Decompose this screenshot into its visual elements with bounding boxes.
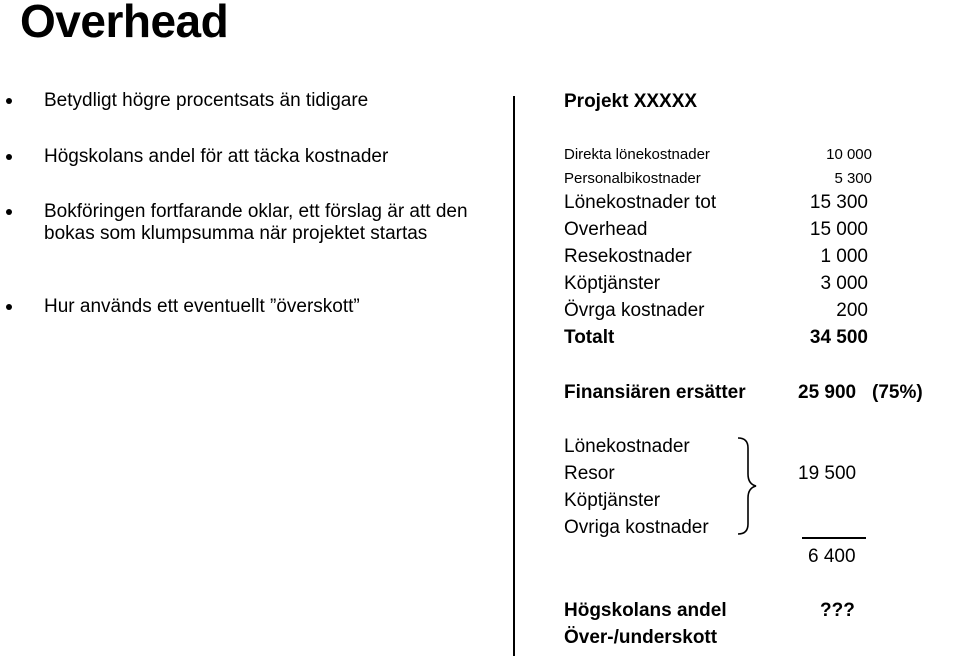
- bullet-text: Betydligt högre procentsats än tidigare: [44, 90, 369, 111]
- total-value: 34 500: [809, 327, 868, 348]
- bullet-dot-icon: [6, 98, 12, 104]
- financier-value: 25 900: [798, 382, 857, 403]
- slide-title: Overhead: [20, 0, 229, 47]
- cost-value: 3 000: [820, 273, 868, 294]
- cost-label: Lönekostnader tot: [564, 192, 717, 213]
- breakdown-item: Ovriga kostnader: [564, 517, 709, 538]
- university-share-value: ???: [820, 600, 855, 621]
- cost-label: Direkta lönekostnader: [564, 146, 710, 163]
- breakdown-item: Köptjänster: [564, 490, 661, 511]
- bullet-dot-icon: [6, 304, 12, 310]
- surplus-label: Över-/underskott: [564, 627, 718, 648]
- cost-value: 5 300: [834, 170, 872, 187]
- sum-underline: [802, 537, 866, 539]
- vertical-divider: [513, 96, 515, 656]
- curly-brace-icon: [736, 436, 760, 536]
- bullet-dot-icon: [6, 154, 12, 160]
- bullet-text: Högskolans andel för att täcka kostnader: [44, 146, 389, 167]
- financier-percent: (75%): [872, 382, 923, 403]
- bullet-text: Bokföringen fortfarande oklar, ett förslag är att den bokas som klumpsumma när projektet startas: [44, 201, 468, 244]
- bullet-text: Hur används ett eventuellt ”överskott”: [44, 296, 360, 317]
- cost-value: 15 300: [809, 192, 868, 213]
- cost-label: Övrga kostnader: [564, 300, 705, 321]
- cost-row: [564, 146, 872, 164]
- cost-row: [564, 170, 872, 188]
- breakdown-sum: 19 500: [798, 463, 857, 484]
- breakdown-remainder: 6 400: [808, 546, 856, 567]
- cost-row: [564, 246, 868, 270]
- cost-label: Köptjänster: [564, 273, 661, 294]
- total-label: Totalt: [564, 327, 615, 348]
- financier-label: Finansiären ersätter: [564, 382, 746, 403]
- cost-label: Resekostnader: [564, 246, 692, 267]
- cost-label: Personalbikostnader: [564, 170, 701, 187]
- cost-row: [564, 300, 868, 324]
- cost-label: Overhead: [564, 219, 648, 240]
- cost-value: 10 000: [826, 146, 872, 163]
- cost-value: 15 000: [809, 219, 868, 240]
- breakdown-item: Lönekostnader: [564, 436, 690, 457]
- cost-row: [564, 192, 868, 216]
- cost-row: [564, 219, 868, 243]
- project-title: Projekt XXXXX: [564, 91, 698, 112]
- cost-value: 1 000: [820, 246, 868, 267]
- bullet-dot-icon: [6, 209, 12, 215]
- total-row: [564, 327, 868, 351]
- breakdown-item: Resor: [564, 463, 615, 484]
- university-share-label: Högskolans andel: [564, 600, 727, 621]
- cost-value: 200: [836, 300, 868, 321]
- cost-row: [564, 273, 868, 297]
